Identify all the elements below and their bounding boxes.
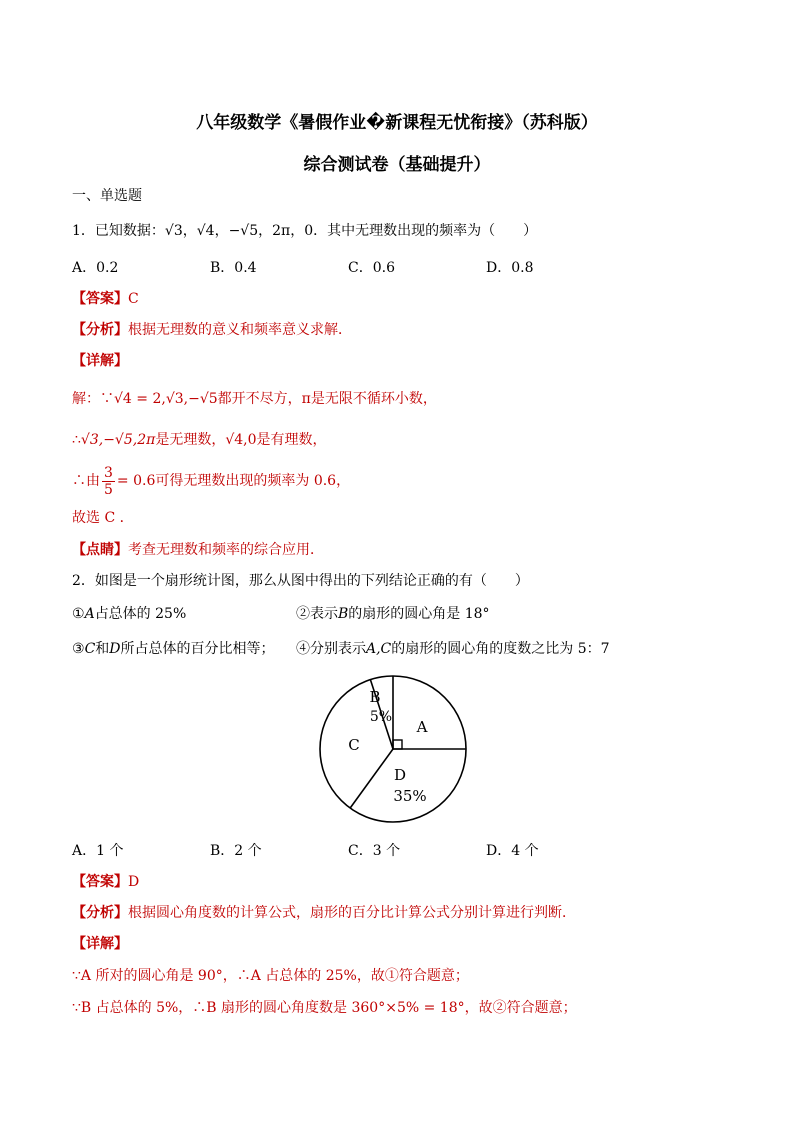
sector-label-d: D bbox=[393, 766, 407, 784]
question-number: 2． bbox=[72, 573, 95, 589]
q2-statement-1 bbox=[72, 604, 186, 624]
statement-variable: C bbox=[84, 641, 96, 657]
document-subtitle: 综合测试卷（基础提升） bbox=[303, 155, 491, 175]
stem-text: 如图是一个扇形统计图，那么从图中得出的下列结论正确的有（ ） bbox=[94, 573, 529, 589]
statement-variable: D bbox=[109, 641, 121, 657]
right-angle-marker bbox=[393, 740, 402, 749]
sector-boundary-c-d bbox=[350, 749, 393, 808]
statement-mark: ① bbox=[72, 606, 85, 622]
q1-option-d: D．0.8 bbox=[486, 260, 534, 276]
analysis-text: 根据无理数的意义和频率意义求解． bbox=[128, 322, 352, 338]
answer-tag: 【答案】 bbox=[72, 874, 128, 890]
q1-detail-heading bbox=[72, 351, 128, 371]
pie-chart bbox=[318, 674, 468, 824]
q1-option-a: A．0.2 bbox=[72, 260, 119, 276]
q1-option-c: C．0.6 bbox=[348, 260, 395, 276]
q1-comment bbox=[72, 540, 324, 560]
comment-text: 考查无理数和频率的综合应用． bbox=[128, 542, 324, 558]
statement-text: 的扇形的圆心角是 18° bbox=[348, 606, 490, 622]
stem-suffix: 其中无理数出现的频率为（ ） bbox=[327, 223, 538, 239]
statement-mark: ② bbox=[296, 606, 310, 622]
question-1-stem bbox=[72, 221, 537, 241]
stem-data: √3，√4，−√5，2π，0． bbox=[164, 223, 328, 239]
detail-text: ∴ bbox=[72, 432, 81, 448]
statement-text: 和 bbox=[95, 641, 110, 657]
q2-option-b: B．2 个 bbox=[210, 843, 262, 859]
q2-statement-2 bbox=[296, 604, 490, 624]
q2-answer bbox=[72, 872, 139, 892]
statement-text: 表示 bbox=[310, 606, 338, 622]
q1-detail-line-4: 故选 C ． bbox=[72, 510, 134, 526]
sector-label-b: B bbox=[369, 688, 381, 706]
detail-text: 解：∵ bbox=[72, 391, 114, 407]
detail-tag: 【详解】 bbox=[72, 936, 128, 952]
detail-text: 可得无理数出现的频率为 0.6， bbox=[155, 473, 351, 489]
statement-mark: ③ bbox=[72, 641, 85, 657]
q2-detail-line-2: ∵B 占总体的 5%，∴B 扇形的圆心角度数是 360°×5% = 18°，故②符合题意； bbox=[72, 1000, 577, 1016]
statement-variable: A bbox=[84, 606, 95, 622]
statement-mark: ④ bbox=[296, 641, 310, 657]
sector-label-c: C bbox=[348, 736, 360, 754]
q2-option-a: A．1 个 bbox=[72, 843, 124, 859]
sector-value-d: 35% bbox=[393, 787, 427, 805]
detail-text: 是无理数， bbox=[155, 432, 226, 448]
q2-option-d: D．4 个 bbox=[486, 843, 539, 859]
question-number: 1． bbox=[72, 223, 95, 239]
document-title: 八年级数学《暑假作业�新课程无忧衔接》（苏科版） bbox=[196, 113, 598, 133]
fraction bbox=[102, 465, 115, 498]
detail-math: √3,−√5,2π bbox=[80, 432, 156, 448]
statement-text: 分别表示 bbox=[310, 641, 366, 657]
analysis-text: 根据圆心角度数的计算公式，扇形的百分比计算公式分别计算进行判断． bbox=[128, 905, 576, 921]
stem-prefix: 已知数据： bbox=[94, 223, 165, 239]
section-heading: 一、单选题 bbox=[72, 188, 142, 204]
answer-value: D bbox=[128, 874, 140, 890]
q1-option-b: B．0.4 bbox=[210, 260, 257, 276]
detail-text: 都开不尽方，π是无限不循环小数， bbox=[217, 391, 437, 407]
analysis-tag: 【分析】 bbox=[72, 905, 128, 921]
q1-detail-line-1 bbox=[72, 389, 437, 409]
statement-text: 占总体的 25% bbox=[94, 606, 187, 622]
answer-tag: 【答案】 bbox=[72, 291, 128, 307]
analysis-tag: 【分析】 bbox=[72, 322, 128, 338]
sector-label-a: A bbox=[416, 718, 428, 736]
fraction-denominator: 5 bbox=[104, 481, 113, 498]
q1-detail-line-2 bbox=[72, 430, 327, 450]
question-2-stem bbox=[72, 571, 529, 591]
statement-variable: A,C bbox=[366, 641, 392, 657]
sector-value-b: 5% bbox=[369, 709, 393, 725]
detail-math: = 0.6 bbox=[116, 473, 156, 489]
detail-math: √4,0 bbox=[225, 432, 257, 448]
detail-text: ∴由 bbox=[72, 473, 100, 489]
comment-tag: 【点睛】 bbox=[72, 542, 128, 558]
statement-text: 所占总体的百分比相等； bbox=[120, 641, 275, 657]
q1-answer bbox=[72, 289, 139, 309]
detail-tag: 【详解】 bbox=[72, 353, 128, 369]
q2-statement-3 bbox=[72, 639, 275, 659]
answer-value: C bbox=[128, 291, 139, 307]
q2-detail-line-1: ∵A 所对的圆心角是 90°，∴A 占总体的 25%，故①符合题意； bbox=[72, 968, 469, 984]
detail-text: 是有理数， bbox=[256, 432, 327, 448]
detail-math: √4 = 2,√3,−√5 bbox=[114, 391, 218, 407]
q1-analysis bbox=[72, 320, 352, 340]
fraction-numerator: 3 bbox=[104, 464, 113, 481]
q2-statement-4 bbox=[296, 639, 610, 659]
statement-variable: B bbox=[338, 606, 349, 622]
statement-text: 的扇形的圆心角的度数之比为 5：7 bbox=[391, 641, 610, 657]
q2-detail-heading bbox=[72, 934, 128, 954]
q2-analysis bbox=[72, 903, 576, 923]
q1-detail-line-3 bbox=[72, 462, 350, 500]
q2-option-c: C．3 个 bbox=[348, 843, 401, 859]
